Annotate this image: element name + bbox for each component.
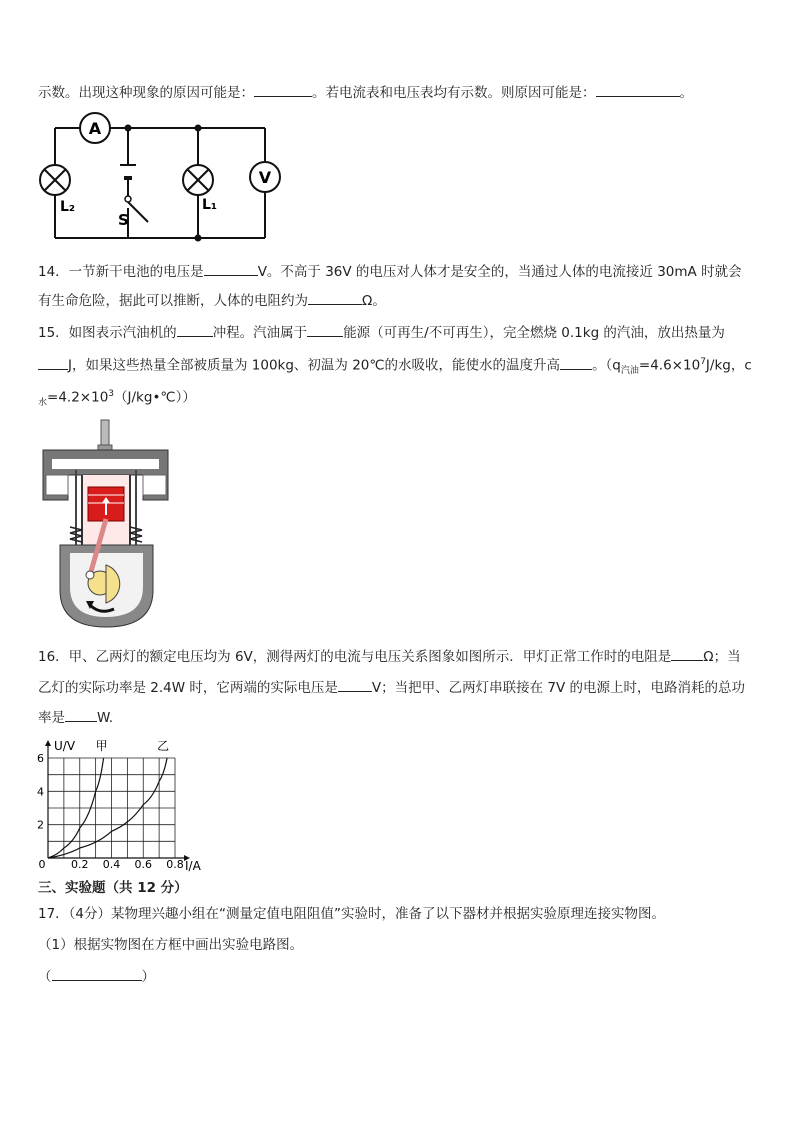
section-3-heading: 三、实验题（共 12 分） <box>38 880 188 896</box>
lamp-l1 <box>183 165 213 195</box>
junction-dot <box>195 235 202 242</box>
series-label-yi: 乙 <box>157 739 170 753</box>
q16-blank-3[interactable] <box>65 707 97 722</box>
q15-blank-4[interactable] <box>560 355 592 370</box>
circuit-diagram <box>30 110 300 250</box>
x-tick-label: 0.6 <box>134 858 152 871</box>
x-tick-label: 0.8 <box>166 858 184 871</box>
q15-line3: $_水=4.2\times 10^3(J/kg•℃)$） <box>38 389 196 409</box>
svg-text:A: A <box>88 119 102 138</box>
q14-blank-1[interactable] <box>204 261 258 276</box>
label-l2: L₂ <box>60 199 76 215</box>
q14-line1: 14．一节新干电池的电压是 V。不高于 36V 的电压对人体才是安全的，当通过人体的电流接近 30mA 时就会 <box>38 261 742 281</box>
y-axis-label: U/V <box>54 739 76 753</box>
label-l1: L₁ <box>202 197 218 213</box>
engine-diagram <box>38 415 173 630</box>
lamp-l2 <box>40 165 70 195</box>
junction-dot <box>195 125 202 132</box>
voltmeter <box>250 162 280 192</box>
q13-blank-2[interactable] <box>596 82 680 97</box>
q15-blank-1[interactable] <box>177 322 213 337</box>
q14-blank-2[interactable] <box>308 290 362 305</box>
label-switch: S <box>118 211 129 229</box>
q15-line1: 15．如图表示汽油机的 冲程。汽油属于 能源（可再生/不可再生），完全燃烧 0.1kg 的汽油，放出热量为 <box>38 322 725 342</box>
q16-line1: 16．甲、乙两灯的额定电压均为 6V，测得两灯的电流与电压关系图象如图所示．甲灯正常工作时的电阻是 Ω；当 <box>38 646 741 666</box>
y-tick-label: 4 <box>37 785 44 799</box>
iu-chart <box>30 735 210 875</box>
q15-blank-3[interactable] <box>38 355 68 370</box>
chart-grid <box>45 740 190 861</box>
q17-line2: （1）根据实物图在方框中画出实验电路图。 <box>38 937 304 953</box>
y-tick-label: 6 <box>37 752 44 765</box>
q15-blank-2[interactable] <box>307 322 343 337</box>
q16-line3: 率是 W. <box>38 707 113 727</box>
x-tick-label: 0.2 <box>71 858 89 871</box>
junction-dot <box>125 125 132 132</box>
y-axis-arrow <box>45 740 51 746</box>
q17-line3: （ ） <box>38 966 155 986</box>
q16-blank-1[interactable] <box>671 646 703 661</box>
q16-blank-2[interactable] <box>338 677 372 692</box>
svg-text:V: V <box>258 168 272 187</box>
q16-line2: 乙灯的实际功率是 2.4W 时，它两端的实际电压是 V；当把甲、乙两灯串联接在 7V 的电源上时，电路消耗的总功 <box>38 677 745 697</box>
y-tick-label: 2 <box>37 818 44 832</box>
x-axis-label: I/A <box>185 859 201 873</box>
q13-blank-1[interactable] <box>254 82 312 97</box>
q13-line1: 示数。出现这种现象的原因可能是： 。若电流表和电压表均有示数。则原因可能是： 。 <box>38 82 693 102</box>
switch-pivot <box>125 196 131 202</box>
ammeter <box>80 113 110 143</box>
q17-answer-blank[interactable] <box>52 966 142 981</box>
q17-line1: 17．（4分）某物理兴趣小组在“测量定值电阻阻值”实验时，准备了以下器材并根据实验原理连接实物图。 <box>38 906 666 922</box>
x-tick-label: 0 <box>38 858 46 871</box>
x-tick-label: 0.4 <box>102 858 121 871</box>
q15-line2: J，如果这些热量全部被质量为 100kg、初温为 20℃的水吸收，能使水的温度升高 。（$q_{汽油}=4.6\times 10^7J/kg$，c <box>38 353 752 380</box>
q14-line2: 有生命危险，据此可以推断，人体的电阻约为 Ω。 <box>38 290 386 310</box>
series-label-jia: 甲 <box>95 739 108 753</box>
